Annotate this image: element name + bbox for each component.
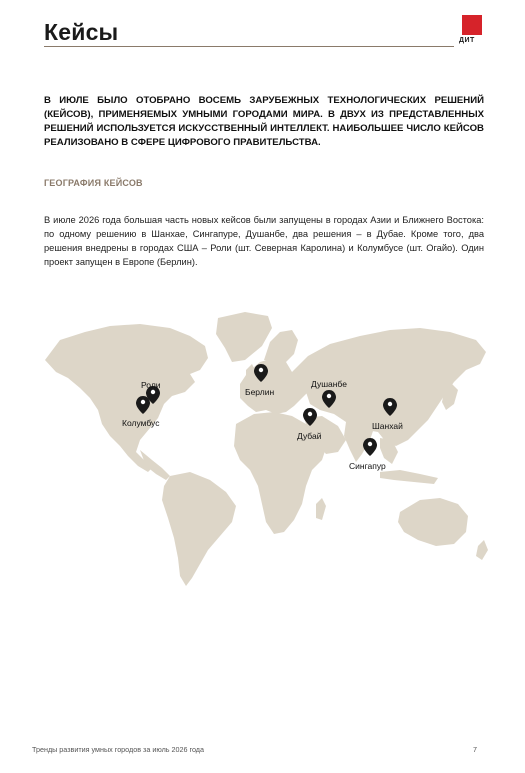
south-america-shape (162, 472, 236, 586)
city-label-dubai: Дубай (297, 431, 322, 441)
greenland-shape (216, 312, 272, 362)
page-title: Кейсы (44, 19, 119, 45)
city-label-berlin: Берлин (245, 387, 275, 397)
pin-singapore (363, 438, 377, 456)
australia-shape (398, 498, 468, 546)
city-label-singapore: Сингапур (349, 461, 386, 471)
city-label-raleigh: Роли (141, 380, 161, 390)
body-paragraph: В июле 2026 года большая часть новых кейсов были запущены в городах Азии и Ближнего Востока: по одному решению в Шанхае, Сингапуре, Душанбе, два решения – в Дубае. Кроме того, два решения внедрены в городах США – Роли (шт. Северная Каролина) и Колумбусе (шт. Огайо). Один проект запущен в Европе (Берлин). (44, 215, 484, 267)
footer-text: Тренды развития умных городов за июль 2026 года (32, 745, 204, 754)
madagascar-shape (316, 498, 326, 520)
section-title: ГЕОГРАФИЯ КЕЙСОВ (44, 178, 143, 188)
city-label-dushanbe: Душанбе (311, 379, 347, 389)
map-pin-icon (363, 438, 377, 456)
dit-logo (459, 15, 485, 44)
new-zealand-shape (476, 540, 488, 560)
title-divider (44, 46, 454, 47)
logo-text: ДИТ (459, 37, 475, 44)
world-map (40, 300, 490, 590)
north-america-shape (45, 324, 208, 472)
logo-square-icon (462, 15, 482, 35)
scandinavia-shape (264, 330, 298, 362)
city-label-columbus: Колумбус (122, 418, 160, 428)
lead-paragraph: В ИЮЛЕ БЫЛО ОТОБРАНО ВОСЕМЬ ЗАРУБЕЖНЫХ ТЕХНОЛОГИЧЕСКИХ РЕШЕНИЙ (КЕЙСОВ), ПРИМЕНЯЕМЫХ УМНЫМИ ГОРОДАМИ МИРА. В ДВУХ ИЗ ПРЕДСТАВЛЕННЫХ РЕШЕНИЙ ИСПОЛЬЗУЕТСЯ ИСКУССТВЕННЫЙ ИНТЕЛЛЕКТ. НАИБОЛЬШЕЕ ЧИСЛО КЕЙСОВ РЕАЛИЗОВАНО В СФЕРЕ ЦИФРОВОГО ПРАВИТЕЛЬСТВА. (44, 95, 484, 148)
city-label-shanghai: Шанхай (372, 421, 403, 431)
indonesia-shape (380, 470, 438, 484)
page-number: 7 (473, 745, 477, 754)
